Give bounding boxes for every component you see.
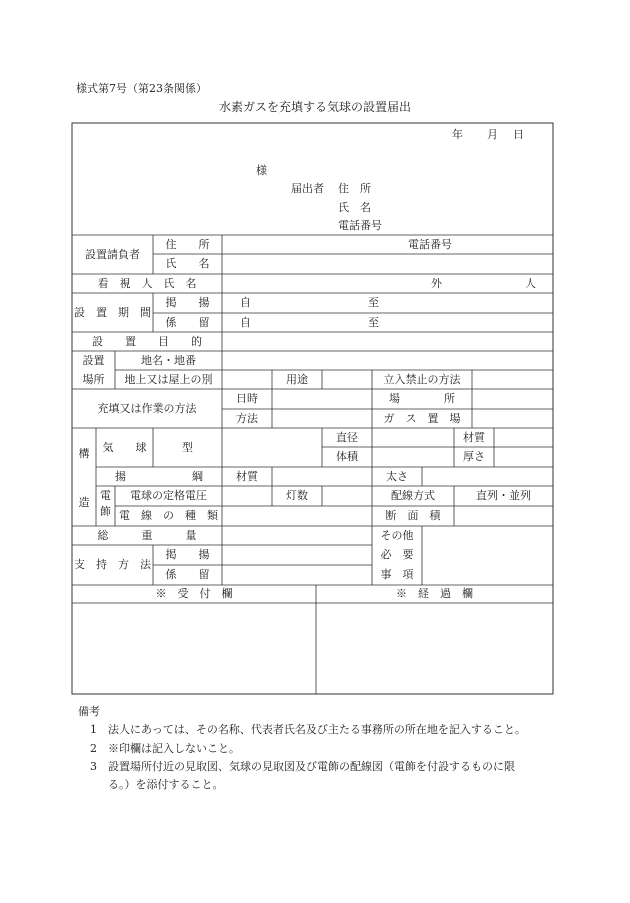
rope-material-label: 材質 <box>236 470 258 483</box>
period-raising-to: 至 <box>368 296 379 309</box>
notifier-phone-label: 電話番号 <box>338 219 382 232</box>
rope-label: 揚 綱 <box>115 470 203 483</box>
rope-size-label: 太さ <box>386 470 408 483</box>
support-method-label: 支 持 方 法 <box>74 558 151 571</box>
other-label-1: その他 <box>380 529 414 542</box>
note-item: 3 設置場所付近の見取図、気球の見取図及び電飾の配線図（電飾を付設するものに限 <box>90 760 515 773</box>
contractor-label: 設置請負者 <box>85 248 140 261</box>
filling-method-label: 充填又は作業の方法 <box>97 402 197 415</box>
balloon-label: 気 球 <box>102 441 147 454</box>
notes-heading: 備考 <box>78 705 100 718</box>
purpose-label: 設 置 目 的 <box>92 335 202 348</box>
gas-storage-label: ガ ス 置 場 <box>383 412 461 425</box>
note-item: 2 ※印欄は記入しないこと。 <box>90 742 240 755</box>
note-item-continuation: る。）を添付すること。 <box>108 778 224 791</box>
wiring-method-label: 配線方式 <box>391 489 435 502</box>
balloon-type-label: 型 <box>182 441 193 454</box>
notifier-address-label: 住 所 <box>338 182 371 195</box>
filling-datetime-label: 日時 <box>236 392 258 405</box>
reception-column-label: ※ 受 付 欄 <box>155 587 233 600</box>
balloon-material-label: 材質 <box>463 431 485 444</box>
wiring-method-value: 直列・並列 <box>476 489 531 502</box>
period-mooring-from: 自 <box>240 316 251 329</box>
cross-section-label: 断 面 積 <box>385 509 441 522</box>
structure-label-2: 造 <box>78 496 90 509</box>
support-mooring-label: 係 留 <box>165 568 210 581</box>
location-label-1: 設置 <box>82 354 105 367</box>
form-title: 水素ガスを充填する気球の設置届出 <box>218 100 411 114</box>
volume-label: 体積 <box>336 450 358 463</box>
ground-or-roof-label: 地上又は屋上の別 <box>124 373 213 386</box>
balloon-thickness-label: 厚さ <box>463 450 485 463</box>
use-label: 用途 <box>286 373 308 386</box>
period-raising-from: 自 <box>240 296 251 309</box>
date-day: 日 <box>513 128 524 141</box>
date-year: 年 <box>452 128 463 141</box>
addressee-suffix: 様 <box>256 164 267 177</box>
date-month: 月 <box>487 128 498 141</box>
no-entry-method-label: 立入禁止の方法 <box>383 373 461 386</box>
other-label-3: 事 項 <box>380 568 414 581</box>
decoration-label-2: 飾 <box>100 505 111 518</box>
contractor-name-label: 氏 名 <box>165 257 210 270</box>
note-item: 1 法人にあっては、その名称、代表者氏名及び主たる事務所の所在地を記入すること。 <box>90 723 526 736</box>
period-mooring-label: 係 留 <box>165 316 210 329</box>
contractor-phone-label: 電話番号 <box>408 238 452 251</box>
notifier-label: 届出者 <box>291 182 324 195</box>
watcher-gai: 外 <box>431 277 442 290</box>
period-raising-label: 掲 揚 <box>165 296 210 309</box>
contractor-address-label: 住 所 <box>165 238 210 251</box>
progress-column-label: ※ 経 過 欄 <box>396 587 473 600</box>
notifier-name-label: 氏 名 <box>338 201 371 214</box>
rated-voltage-label: 電球の定格電圧 <box>130 489 207 502</box>
other-label-2: 必 要 <box>380 548 414 561</box>
watcher-nin: 人 <box>525 277 536 290</box>
lamp-count-label: 灯数 <box>286 489 308 502</box>
diameter-label: 直径 <box>336 431 358 444</box>
support-raising-label: 掲 揚 <box>165 548 210 561</box>
total-weight-label: 総 重 量 <box>97 529 197 542</box>
location-address-label: 地名・地番 <box>141 354 196 367</box>
period-label: 設 置 期 間 <box>74 306 151 319</box>
watcher-label: 看 視 人 氏 名 <box>97 277 197 290</box>
filling-method-sub-label: 方法 <box>236 412 258 425</box>
structure-label-1: 構 <box>78 447 90 460</box>
wire-type-label: 電 線 の 種 類 <box>119 509 218 522</box>
filling-place-label: 場 所 <box>389 392 455 405</box>
decoration-label-1: 電 <box>100 489 111 502</box>
location-label-2: 場所 <box>82 373 105 386</box>
period-mooring-to: 至 <box>368 316 379 329</box>
form-number: 様式第7号（第23条関係） <box>76 82 207 95</box>
